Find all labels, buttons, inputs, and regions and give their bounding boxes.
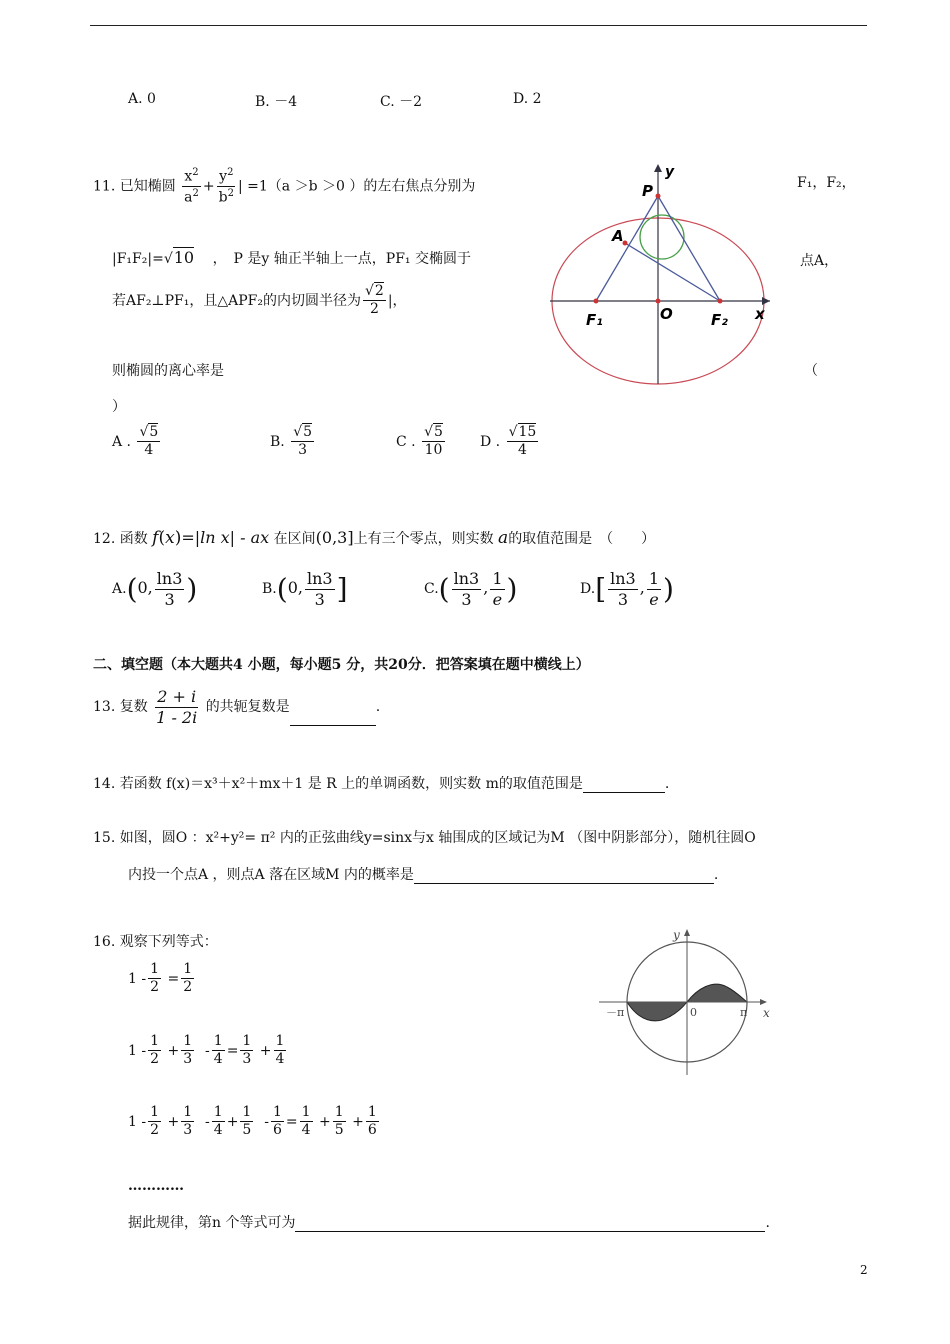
- point-f2: [718, 299, 723, 304]
- q16-answer-blank[interactable]: [295, 1231, 765, 1232]
- point-o: [656, 299, 661, 304]
- line-pf1: [596, 196, 658, 301]
- q16-eq2: 1 - $\frac{1}{2}$ + $\frac{1}{3}$ - $\frac{1}{4}$ = $\frac{1}{3}$ + $\frac{1}{4}$: [128, 1033, 285, 1068]
- q12-option-d: D.[ $\frac{\ln 3}{3}$ , $\frac{1}{e}$ ): [580, 569, 674, 609]
- label-origin: 0: [690, 1006, 697, 1019]
- label-x: x: [755, 305, 765, 323]
- y-axis-arrow: [684, 929, 690, 936]
- q10-option-a: A. 0: [128, 91, 156, 107]
- line-af2: [625, 243, 720, 301]
- q16-eq1: 1 - $\frac{1}{2}$ = $\frac{1}{2}$: [128, 961, 193, 996]
- q14-answer-blank[interactable]: [583, 792, 665, 793]
- q11-line2: |F₁F₂|=√10 ， P 是y 轴正半轴上一点，PF₁ 交椭圆于: [112, 248, 471, 267]
- label-f1: F₁: [586, 311, 603, 329]
- q13-stem: 13. 复数 $\frac{2 + i}{1 - 2i}$ 的共轭复数是 .: [93, 687, 381, 727]
- label-p: P: [642, 182, 653, 200]
- top-rule: [90, 25, 867, 26]
- x-axis-arrow: [762, 297, 770, 305]
- q11-f1f2: F₁，F₂，: [797, 175, 856, 191]
- label-y: y: [673, 928, 680, 942]
- q11-paren-close: ）: [112, 399, 126, 415]
- page-number: 2: [860, 1263, 868, 1277]
- q11-paren-open: （: [804, 363, 818, 379]
- q10-option-d: D. 2: [513, 91, 542, 107]
- label-pi: π: [740, 1006, 748, 1019]
- q11-ellipse-figure: [548, 160, 773, 385]
- line-pf2: [658, 196, 720, 301]
- label-a: A: [612, 227, 624, 245]
- q15-sine-figure: [597, 925, 777, 1077]
- q11-line1: 11. 已知椭圆 $\frac{x^2}{a^2}$ + $\frac{y^2}{b^2}$ | =1（a ＞b ＞0 ）的左右焦点分别为: [93, 167, 476, 206]
- label-x: x: [763, 1006, 770, 1020]
- point-p: [656, 194, 661, 199]
- q12-option-c: C.( $\frac{\ln 3}{3}$ , $\frac{1}{e}$ ): [424, 569, 518, 609]
- incircle: [640, 215, 684, 259]
- y-axis-arrow: [654, 164, 662, 172]
- q15-line2: 内投一个点A ，则点A 落在区域M 内的概率是 .: [128, 867, 719, 883]
- q15-line1: 15. 如图，圆O ：x²+y²= π² 内的正弦曲线y=sinx与x 轴围成的区域记为M （图中阴影部分），随机往圆O: [93, 830, 756, 846]
- label-o: O: [660, 305, 673, 323]
- x-axis-arrow: [760, 999, 767, 1005]
- q10-option-c: C. －2: [380, 94, 423, 110]
- q10-option-b: B. －4: [255, 94, 298, 110]
- label-f2: F₂: [711, 311, 728, 329]
- section-2-heading: 二、填空题（本大题共4 小题，每小题5 分，共20分．把答案填在题中横线上）: [93, 657, 590, 673]
- q16-dots: …………: [128, 1178, 184, 1194]
- q16-eq3: 1 - $\frac{1}{2}$ + $\frac{1}{3}$ - $\frac{1}{4}$ + $\frac{1}{5}$ - $\frac{1}{6}$ = $\frac{1}{4}$ + $\frac{1}{5}$ + $\frac{1}{6}$: [128, 1104, 377, 1139]
- q12-option-b: B.(0, $\frac{\ln 3}{3}$ ]: [262, 569, 348, 609]
- q11-y-frac: $\frac{y^2}{b^2}$: [218, 167, 234, 206]
- q11-option-a: A . $\frac{√5}{4}$: [112, 424, 159, 459]
- shaded-region-right: [687, 984, 747, 1002]
- q11-option-d: D . $\frac{√15}{4}$: [480, 424, 537, 459]
- q11-line4: 则椭圆的离心率是: [112, 363, 224, 379]
- q12-stem: 12. 函数 f(x)=|ln x| - ax 在区间(0,3]上有三个零点，则实数 a的取值范围是 （ ）: [93, 528, 656, 548]
- q16-title: 16. 观察下列等式：: [93, 934, 218, 950]
- q15-answer-blank[interactable]: [414, 883, 714, 884]
- q11-option-b: B. $\frac{√5}{3}$: [270, 424, 313, 459]
- q11-x-frac: $\frac{x^2}{a^2}$: [184, 167, 199, 206]
- q11-option-c: C . $\frac{√5}{10}$: [396, 424, 443, 459]
- q16-tail: 据此规律，第n 个等式可为 .: [128, 1215, 770, 1231]
- label-y: y: [665, 164, 675, 180]
- shaded-region-left: [627, 1002, 687, 1021]
- point-f1: [594, 299, 599, 304]
- q13-answer-blank[interactable]: [290, 725, 376, 726]
- q14-stem: 14. 若函数 f(x)＝x³＋x²＋mx＋1 是 R 上的单调函数，则实数 m的取值范围是 .: [93, 776, 670, 792]
- q11-line3: 若AF₂⊥PF₁，且△APF₂的内切圆半径为 $\frac{√2}{2}$ |，: [112, 283, 407, 318]
- label-neg-pi: －π: [606, 1006, 625, 1019]
- q11-point-a: 点A，: [800, 253, 839, 269]
- q12-option-a: A.(0, $\frac{\ln 3}{3}$ ): [112, 569, 198, 609]
